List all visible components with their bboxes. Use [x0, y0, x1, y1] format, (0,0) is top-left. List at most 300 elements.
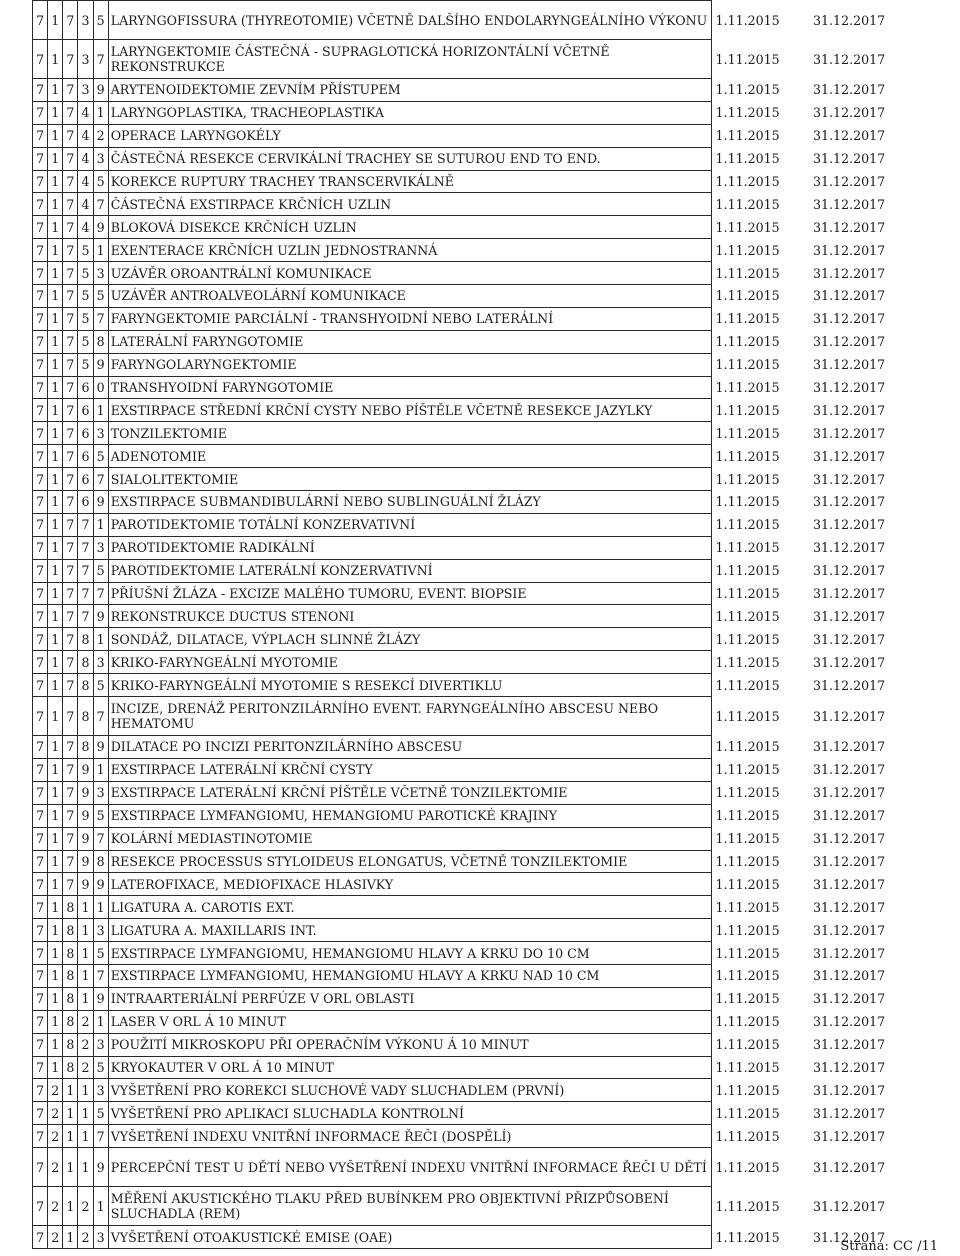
procedure-name-cell: KOLÁRNÍ MEDIASTINOTOMIE: [108, 827, 711, 850]
code-digit-cell: 7: [63, 736, 78, 759]
procedure-name-cell: LATERÁLNÍ FARYNGOTOMIE: [108, 330, 711, 353]
valid-from-cell: 1.11.2015: [715, 425, 780, 441]
code-digit-cell: 8: [78, 628, 93, 651]
table-row: [33, 40, 960, 79]
code-digit-cell: 8: [63, 987, 78, 1010]
table-row: [33, 1079, 960, 1102]
procedure-name-cell: EXSTIRPACE LYMFANGIOMU, HEMANGIOMU HLAVY A KRKU DO 10 CM: [108, 942, 711, 965]
code-digit-cell: 7: [93, 827, 108, 850]
code-digit-cell: 1: [48, 582, 63, 605]
code-digit-cell: 7: [33, 987, 48, 1010]
valid-to-cell: 31.12.2017: [813, 51, 886, 67]
valid-from-cell: 1.11.2015: [715, 540, 780, 556]
valid-to-cell: 31.12.2017: [813, 586, 886, 602]
code-digit-cell: 2: [48, 1079, 63, 1102]
code-digit-cell: 9: [78, 827, 93, 850]
code-digit-cell: 7: [33, 1079, 48, 1102]
table-row: [33, 445, 960, 468]
code-digit-cell: 2: [48, 1125, 63, 1148]
code-digit-cell: 8: [78, 697, 93, 736]
code-digit-cell: 4: [78, 193, 93, 216]
code-digit-cell: 7: [33, 376, 48, 399]
table-row: [33, 239, 960, 262]
valid-to-cell: 31.12.2017: [813, 1014, 886, 1030]
code-digit-cell: 1: [78, 964, 93, 987]
valid-from-cell: 1.11.2015: [715, 563, 780, 579]
table-row: [33, 1010, 960, 1033]
code-digit-cell: 5: [78, 239, 93, 262]
table-row: [33, 919, 960, 942]
procedure-name-cell: INTRAARTERIÁLNÍ PERFÚZE V ORL OBLASTI: [108, 987, 711, 1010]
code-digit-cell: 7: [63, 216, 78, 239]
table-row: [33, 582, 960, 605]
valid-to-cell: 31.12.2017: [813, 517, 886, 533]
valid-to-cell: 31.12.2017: [813, 1128, 886, 1144]
code-digit-cell: 1: [63, 1148, 78, 1187]
valid-to-cell: 31.12.2017: [813, 334, 886, 350]
procedure-name-cell: PAROTIDEKTOMIE LATERÁLNÍ KONZERVATIVNÍ: [108, 559, 711, 582]
code-digit-cell: 9: [78, 781, 93, 804]
code-digit-cell: 7: [93, 307, 108, 330]
procedure-name-cell: EXSTIRPACE STŘEDNÍ KRČNÍ CYSTY NEBO PÍŠTĚLE VČETNĚ RESEKCE JAZYLKY: [108, 399, 711, 422]
code-digit-cell: 7: [93, 193, 108, 216]
code-digit-cell: 1: [48, 445, 63, 468]
code-digit-cell: 7: [33, 1033, 48, 1056]
code-digit-cell: 7: [93, 697, 108, 736]
valid-from-cell: 1.11.2015: [715, 357, 780, 373]
table-row: [33, 1, 960, 40]
valid-to-cell: 31.12.2017: [813, 708, 886, 724]
code-digit-cell: 5: [93, 1, 108, 40]
code-digit-cell: 7: [63, 101, 78, 124]
valid-from-cell: 1.11.2015: [715, 739, 780, 755]
code-digit-cell: 7: [63, 170, 78, 193]
code-digit-cell: 5: [93, 674, 108, 697]
table-row: [33, 376, 960, 399]
procedure-name-cell: RESEKCE PROCESSUS STYLOIDEUS ELONGATUS, VČETNĚ TONZILEKTOMIE: [108, 850, 711, 873]
code-digit-cell: 7: [33, 827, 48, 850]
code-digit-cell: 5: [78, 330, 93, 353]
code-digit-cell: 3: [93, 1226, 108, 1249]
table-row: [33, 468, 960, 491]
code-digit-cell: 9: [93, 736, 108, 759]
valid-to-cell: 31.12.2017: [813, 968, 886, 984]
table-row: [33, 101, 960, 124]
valid-to-cell: 31.12.2017: [813, 448, 886, 464]
procedure-name-cell: UZÁVĚR OROANTRÁLNÍ KOMUNIKACE: [108, 262, 711, 285]
code-digit-cell: 1: [48, 804, 63, 827]
valid-to-cell: 31.12.2017: [813, 425, 886, 441]
code-digit-cell: 7: [63, 124, 78, 147]
valid-from-cell: 1.11.2015: [715, 1014, 780, 1030]
code-digit-cell: 7: [63, 804, 78, 827]
table-row: [33, 559, 960, 582]
code-digit-cell: 7: [33, 582, 48, 605]
procedure-name-cell: ARYTENOIDEKTOMIE ZEVNÍM PŘÍSTUPEM: [108, 79, 711, 102]
code-digit-cell: 9: [93, 605, 108, 628]
table-row: [33, 804, 960, 827]
code-digit-cell: 5: [93, 170, 108, 193]
valid-from-cell: 1.11.2015: [715, 105, 780, 121]
code-digit-cell: 7: [33, 170, 48, 193]
code-digit-cell: 1: [93, 896, 108, 919]
table-row: [33, 422, 960, 445]
valid-from-cell: 1.11.2015: [715, 448, 780, 464]
code-digit-cell: 2: [78, 1033, 93, 1056]
valid-to-cell: 31.12.2017: [813, 380, 886, 396]
code-digit-cell: 1: [48, 147, 63, 170]
code-digit-cell: 1: [78, 987, 93, 1010]
valid-to-cell: 31.12.2017: [813, 1159, 886, 1175]
valid-to-cell: 31.12.2017: [813, 654, 886, 670]
code-digit-cell: 1: [93, 101, 108, 124]
code-digit-cell: 7: [93, 1125, 108, 1148]
code-digit-cell: 4: [78, 101, 93, 124]
code-digit-cell: 7: [33, 804, 48, 827]
valid-from-cell: 1.11.2015: [715, 196, 780, 212]
table-row: [33, 262, 960, 285]
code-digit-cell: 2: [48, 1187, 63, 1226]
code-digit-cell: 7: [63, 850, 78, 873]
code-digit-cell: 9: [93, 353, 108, 376]
code-digit-cell: 7: [33, 736, 48, 759]
valid-from-cell: 1.11.2015: [715, 51, 780, 67]
procedure-name-cell: OPERACE LARYNGOKÉLY: [108, 124, 711, 147]
code-digit-cell: 6: [78, 376, 93, 399]
valid-from-cell: 1.11.2015: [715, 899, 780, 915]
code-digit-cell: 4: [78, 170, 93, 193]
table-row: [33, 605, 960, 628]
code-digit-cell: 1: [48, 919, 63, 942]
table-row: [33, 536, 960, 559]
table-row: [33, 827, 960, 850]
valid-from-cell: 1.11.2015: [715, 494, 780, 510]
code-digit-cell: 7: [33, 1226, 48, 1249]
code-digit-cell: 7: [63, 147, 78, 170]
valid-to-cell: 31.12.2017: [813, 785, 886, 801]
procedure-name-cell: ČÁSTEČNÁ RESEKCE CERVIKÁLNÍ TRACHEY SE SUTUROU END TO END.: [108, 147, 711, 170]
valid-to-cell: 31.12.2017: [813, 1037, 886, 1053]
valid-from-cell: 1.11.2015: [715, 82, 780, 98]
code-digit-cell: 3: [78, 1, 93, 40]
valid-from-cell: 1.11.2015: [715, 586, 780, 602]
valid-from-cell: 1.11.2015: [715, 242, 780, 258]
code-digit-cell: 1: [48, 674, 63, 697]
code-digit-cell: 1: [48, 491, 63, 514]
table-row: [33, 193, 960, 216]
table-row: [33, 353, 960, 376]
valid-to-cell: 31.12.2017: [813, 563, 886, 579]
code-digit-cell: 8: [63, 1010, 78, 1033]
code-digit-cell: 5: [93, 804, 108, 827]
code-digit-cell: 1: [48, 605, 63, 628]
procedure-name-cell: TRANSHYOIDNÍ FARYNGOTOMIE: [108, 376, 711, 399]
code-digit-cell: 7: [33, 262, 48, 285]
valid-to-cell: 31.12.2017: [813, 1229, 886, 1245]
code-digit-cell: 1: [93, 758, 108, 781]
valid-from-cell: 1.11.2015: [715, 1059, 780, 1075]
procedure-name-cell: EXENTERACE KRČNÍCH UZLIN JEDNOSTRANNÁ: [108, 239, 711, 262]
code-digit-cell: 7: [33, 468, 48, 491]
code-digit-cell: 1: [48, 262, 63, 285]
code-digit-cell: 1: [78, 1079, 93, 1102]
code-digit-cell: 2: [48, 1148, 63, 1187]
code-digit-cell: 7: [63, 827, 78, 850]
code-digit-cell: 7: [63, 330, 78, 353]
code-digit-cell: 1: [48, 468, 63, 491]
valid-from-cell: 1.11.2015: [715, 677, 780, 693]
code-digit-cell: 9: [78, 850, 93, 873]
table-row: [33, 1056, 960, 1079]
procedure-name-cell: SONDÁŽ, DILATACE, VÝPLACH SLINNÉ ŽLÁZY: [108, 628, 711, 651]
code-digit-cell: 1: [93, 1187, 108, 1226]
procedure-code-table-body: [33, 1, 960, 1249]
code-digit-cell: 9: [78, 804, 93, 827]
valid-to-cell: 31.12.2017: [813, 311, 886, 327]
code-digit-cell: 8: [78, 736, 93, 759]
code-digit-cell: 7: [33, 1056, 48, 1079]
code-digit-cell: 7: [63, 628, 78, 651]
code-digit-cell: 1: [78, 1148, 93, 1187]
code-digit-cell: 1: [48, 781, 63, 804]
procedure-name-cell: FARYNGOLARYNGEKTOMIE: [108, 353, 711, 376]
valid-to-cell: 31.12.2017: [813, 265, 886, 281]
table-row: [33, 873, 960, 896]
table-row: [33, 147, 960, 170]
code-digit-cell: 7: [33, 422, 48, 445]
valid-to-cell: 31.12.2017: [813, 12, 886, 28]
code-digit-cell: 8: [63, 919, 78, 942]
procedure-name-cell: PŘÍUŠNÍ ŽLÁZA - EXCIZE MALÉHO TUMORU, EVENT. BIOPSIE: [108, 582, 711, 605]
code-digit-cell: 5: [93, 1102, 108, 1125]
procedure-name-cell: UZÁVĚR ANTROALVEOLÁRNÍ KOMUNIKACE: [108, 285, 711, 308]
code-digit-cell: 1: [48, 758, 63, 781]
procedure-name-cell: EXSTIRPACE LYMFANGIOMU, HEMANGIOMU HLAVY A KRKU NAD 10 CM: [108, 964, 711, 987]
code-digit-cell: 7: [33, 942, 48, 965]
code-digit-cell: 3: [93, 422, 108, 445]
valid-to-cell: 31.12.2017: [813, 922, 886, 938]
code-digit-cell: 3: [93, 651, 108, 674]
procedure-name-cell: SIALOLITEKTOMIE: [108, 468, 711, 491]
code-digit-cell: 7: [33, 193, 48, 216]
procedure-name-cell: VYŠETŘENÍ PRO APLIKACI SLUCHADLA KONTROLNÍ: [108, 1102, 711, 1125]
valid-from-cell: 1.11.2015: [715, 1082, 780, 1098]
code-digit-cell: 1: [48, 850, 63, 873]
valid-to-cell: 31.12.2017: [813, 631, 886, 647]
valid-from-cell: 1.11.2015: [715, 311, 780, 327]
valid-from-cell: 1.11.2015: [715, 631, 780, 647]
valid-from-cell: 1.11.2015: [715, 945, 780, 961]
table-row: [33, 124, 960, 147]
code-digit-cell: 7: [63, 193, 78, 216]
procedure-name-cell: LARYNGOPLASTIKA, TRACHEOPLASTIKA: [108, 101, 711, 124]
code-digit-cell: 1: [48, 628, 63, 651]
code-digit-cell: 3: [93, 1079, 108, 1102]
valid-to-cell: 31.12.2017: [813, 899, 886, 915]
code-digit-cell: 8: [78, 674, 93, 697]
code-digit-cell: 0: [93, 376, 108, 399]
code-digit-cell: 7: [33, 605, 48, 628]
code-digit-cell: 1: [48, 964, 63, 987]
procedure-name-cell: LARYNGEKTOMIE ČÁSTEČNÁ - SUPRAGLOTICKÁ HORIZONTÁLNÍ VČETNĚ REKONSTRUKCE: [108, 40, 711, 79]
valid-to-cell: 31.12.2017: [813, 128, 886, 144]
valid-to-cell: 31.12.2017: [813, 853, 886, 869]
valid-from-cell: 1.11.2015: [715, 762, 780, 778]
code-digit-cell: 2: [78, 1187, 93, 1226]
valid-to-cell: 31.12.2017: [813, 357, 886, 373]
valid-to-cell: 31.12.2017: [813, 1059, 886, 1075]
code-digit-cell: 1: [48, 873, 63, 896]
valid-from-cell: 1.11.2015: [715, 128, 780, 144]
valid-from-cell: 1.11.2015: [715, 785, 780, 801]
code-digit-cell: 7: [63, 697, 78, 736]
code-digit-cell: 7: [63, 559, 78, 582]
code-digit-cell: 8: [63, 896, 78, 919]
valid-to-cell: 31.12.2017: [813, 174, 886, 189]
code-digit-cell: 3: [93, 147, 108, 170]
code-digit-cell: 5: [93, 285, 108, 308]
code-digit-cell: 1: [48, 1056, 63, 1079]
valid-from-cell: 1.11.2015: [715, 831, 780, 847]
procedure-name-cell: EXSTIRPACE SUBMANDIBULÁRNÍ NEBO SUBLINGUÁLNÍ ŽLÁZY: [108, 491, 711, 514]
valid-to-cell: 31.12.2017: [813, 608, 886, 624]
code-digit-cell: 1: [93, 1010, 108, 1033]
code-digit-cell: 7: [33, 697, 48, 736]
code-digit-cell: 7: [63, 399, 78, 422]
valid-from-cell: 1.11.2015: [715, 471, 780, 487]
code-digit-cell: 7: [33, 307, 48, 330]
code-digit-cell: 3: [78, 40, 93, 79]
code-digit-cell: 7: [33, 919, 48, 942]
code-digit-cell: 1: [48, 736, 63, 759]
code-digit-cell: 7: [63, 781, 78, 804]
procedure-name-cell: MĚŘENÍ AKUSTICKÉHO TLAKU PŘED BUBÍNKEM PRO OBJEKTIVNÍ PŘIZPŮSOBENÍ SLUCHADLA (REM): [108, 1187, 711, 1226]
code-digit-cell: 9: [93, 79, 108, 102]
code-digit-cell: 7: [33, 216, 48, 239]
code-digit-cell: 3: [93, 536, 108, 559]
code-digit-cell: 7: [33, 850, 48, 873]
code-digit-cell: 7: [78, 582, 93, 605]
code-digit-cell: 1: [48, 513, 63, 536]
code-digit-cell: 7: [33, 1102, 48, 1125]
code-digit-cell: 5: [78, 262, 93, 285]
procedure-name-cell: ADENOTOMIE: [108, 445, 711, 468]
code-digit-cell: 5: [93, 445, 108, 468]
table-row: [33, 697, 960, 736]
code-digit-cell: 1: [63, 1187, 78, 1226]
code-digit-cell: 9: [93, 1148, 108, 1187]
table-row: [33, 513, 960, 536]
code-digit-cell: 7: [33, 40, 48, 79]
valid-from-cell: 1.11.2015: [715, 174, 780, 189]
valid-to-cell: 31.12.2017: [813, 945, 886, 961]
code-digit-cell: 7: [63, 582, 78, 605]
table-row: [33, 307, 960, 330]
code-digit-cell: 1: [63, 1226, 78, 1249]
table-row: [33, 170, 960, 193]
table-row: [33, 850, 960, 873]
valid-to-cell: 31.12.2017: [813, 151, 886, 167]
procedure-name-cell: LASER V ORL Á 10 MINUT: [108, 1010, 711, 1033]
code-digit-cell: 7: [33, 124, 48, 147]
procedure-name-cell: LATEROFIXACE, MEDIOFIXACE HLASIVKY: [108, 873, 711, 896]
code-digit-cell: 7: [33, 559, 48, 582]
code-digit-cell: 7: [63, 422, 78, 445]
procedure-code-table: [32, 0, 960, 1249]
valid-to-cell: 31.12.2017: [813, 739, 886, 755]
code-digit-cell: 7: [78, 513, 93, 536]
code-digit-cell: 7: [33, 896, 48, 919]
code-digit-cell: 9: [78, 758, 93, 781]
code-digit-cell: 6: [78, 468, 93, 491]
code-digit-cell: 1: [48, 79, 63, 102]
procedure-name-cell: FARYNGEKTOMIE PARCIÁLNÍ - TRANSHYOIDNÍ NEBO LATERÁLNÍ: [108, 307, 711, 330]
code-digit-cell: 7: [63, 513, 78, 536]
code-digit-cell: 7: [33, 79, 48, 102]
code-digit-cell: 1: [48, 1010, 63, 1033]
valid-to-cell: 31.12.2017: [813, 876, 886, 892]
code-digit-cell: 1: [78, 1102, 93, 1125]
code-digit-cell: 6: [78, 445, 93, 468]
table-row: [33, 628, 960, 651]
code-digit-cell: 7: [33, 873, 48, 896]
valid-to-cell: 31.12.2017: [813, 762, 886, 778]
code-digit-cell: 1: [48, 376, 63, 399]
code-digit-cell: 1: [48, 124, 63, 147]
valid-from-cell: 1.11.2015: [715, 1229, 780, 1245]
code-digit-cell: 1: [63, 1125, 78, 1148]
code-digit-cell: 3: [78, 79, 93, 102]
code-digit-cell: 7: [63, 40, 78, 79]
code-digit-cell: 7: [33, 964, 48, 987]
code-digit-cell: 7: [33, 1148, 48, 1187]
code-digit-cell: 2: [93, 124, 108, 147]
code-digit-cell: 7: [63, 239, 78, 262]
code-digit-cell: 7: [33, 399, 48, 422]
code-digit-cell: 1: [48, 697, 63, 736]
table-row: [33, 491, 960, 514]
valid-to-cell: 31.12.2017: [813, 105, 886, 121]
procedure-name-cell: REKONSTRUKCE DUCTUS STENONI: [108, 605, 711, 628]
table-row: [33, 399, 960, 422]
valid-from-cell: 1.11.2015: [715, 922, 780, 938]
code-digit-cell: 1: [48, 896, 63, 919]
code-digit-cell: 7: [63, 536, 78, 559]
code-digit-cell: 4: [78, 216, 93, 239]
code-digit-cell: 7: [33, 353, 48, 376]
code-digit-cell: 1: [48, 307, 63, 330]
code-digit-cell: 1: [48, 239, 63, 262]
code-digit-cell: 3: [93, 919, 108, 942]
valid-from-cell: 1.11.2015: [715, 853, 780, 869]
code-digit-cell: 1: [48, 40, 63, 79]
code-digit-cell: 1: [78, 896, 93, 919]
valid-from-cell: 1.11.2015: [715, 876, 780, 892]
code-digit-cell: 8: [78, 651, 93, 674]
code-digit-cell: 6: [78, 491, 93, 514]
valid-to-cell: 31.12.2017: [813, 1198, 886, 1214]
code-digit-cell: 7: [33, 147, 48, 170]
code-digit-cell: 8: [93, 850, 108, 873]
code-digit-cell: 1: [93, 399, 108, 422]
code-digit-cell: 8: [63, 1033, 78, 1056]
code-digit-cell: 7: [33, 651, 48, 674]
table-row: [33, 330, 960, 353]
procedure-name-cell: EXSTIRPACE LATERÁLNÍ KRČNÍ PÍŠTĚLE VČETNĚ TONZILEKTOMIE: [108, 781, 711, 804]
valid-from-cell: 1.11.2015: [715, 808, 780, 824]
valid-to-cell: 31.12.2017: [813, 402, 886, 418]
table-row: [33, 1148, 960, 1187]
